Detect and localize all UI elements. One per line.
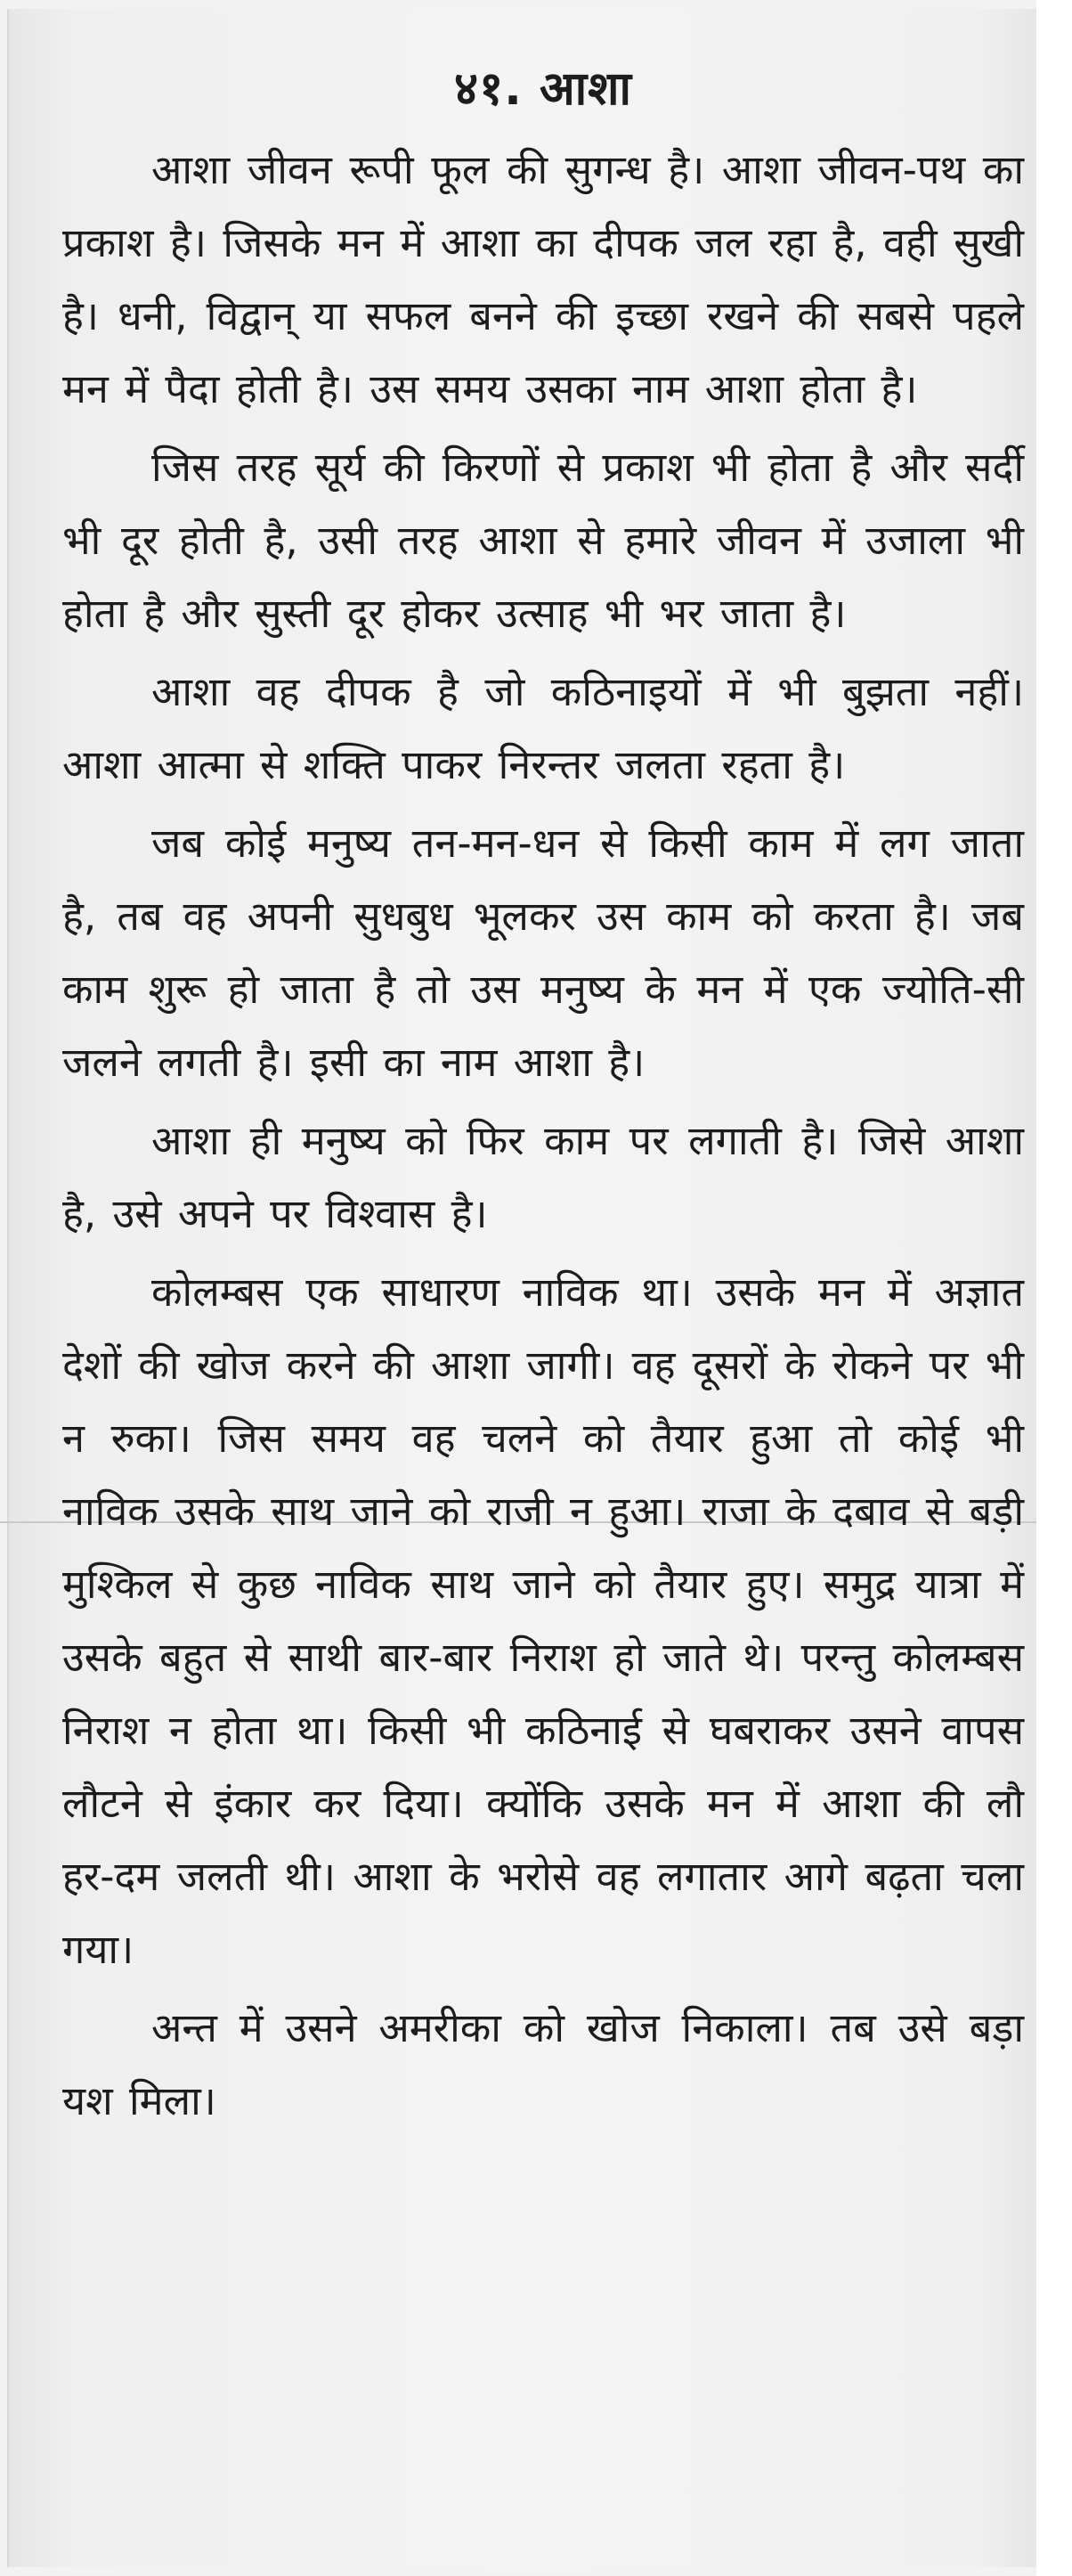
paragraph-7: अन्त में उसने अमरीका को खोज निकाला। तब उसे बड़ा यश मिला।: [62, 2004, 1024, 2124]
paragraph-1: आशा जीवन रूपी फूल की सुगन्ध है। आशा जीवन-पथ का प्रकाश है। जिसके मन में आशा का दीपक जल रहा है, वही सुखी है। धनी, विद्वान् या सफल बनने की इच्छा रखने की सबसे पहले मन में पैदा होती है। उस समय उसका नाम आशा होता है।: [62, 146, 1024, 412]
page-margin: [1036, 0, 1072, 2576]
paragraph-4: जब कोई मनुष्य तन-मन-धन से किसी काम में लग जाता है, तब वह अपनी सुधबुध भूलकर उस काम को करता है। जब काम शुरू हो जाता है तो उस मनुष्य के मन में एक ज्योति-सी जलने लगती है। इसी का नाम आशा है।: [62, 819, 1024, 1086]
paragraph-6: कोलम्बस एक साधारण नाविक था। उसके मन में अज्ञात देशों की खोज करने की आशा जागी। वह दूसरों के रोकने पर भी न रुका। जिस समय वह चलने को तैयार हुआ तो कोई भी नाविक उसके साथ जाने को राजी न हुआ। राजा के दबाव से बड़ी मुश्किल से कुछ नाविक साथ जाने को तैयार हुए। समुद्र यात्रा में उसके बहुत से साथी बार-बार निराश हो जाते थे। परन्तु कोलम्बस निराश न होता था। किसी भी कठिनाई से घबराकर उसने वापस लौटने से इंकार कर दिया। क्योंकि उसके मन में आशा की लौ हर-दम जलती थी। आशा के भरोसे वह लगातार आगे बढ़ता चला गया।: [62, 1268, 1024, 1973]
paragraph-3: आशा वह दीपक है जो कठिनाइयों में भी बुझता नहीं। आशा आत्मा से शक्ति पाकर निरन्तर जलता रहता है।: [62, 668, 1024, 788]
paragraph-5: आशा ही मनुष्य को फिर काम पर लगाती है। जिसे आशा है, उसे अपने पर विश्वास है।: [62, 1117, 1024, 1237]
paragraph-2: जिस तरह सूर्य की किरणों से प्रकाश भी होता है और सर्दी भी दूर होती है, उसी तरह आशा से हमारे जीवन में उजाला भी होता है और सुस्ती दूर होकर उत्साह भी भर जाता है।: [62, 444, 1024, 637]
essay-title: ४१. आशा: [454, 62, 632, 116]
essay: [62, 53, 1024, 2143]
